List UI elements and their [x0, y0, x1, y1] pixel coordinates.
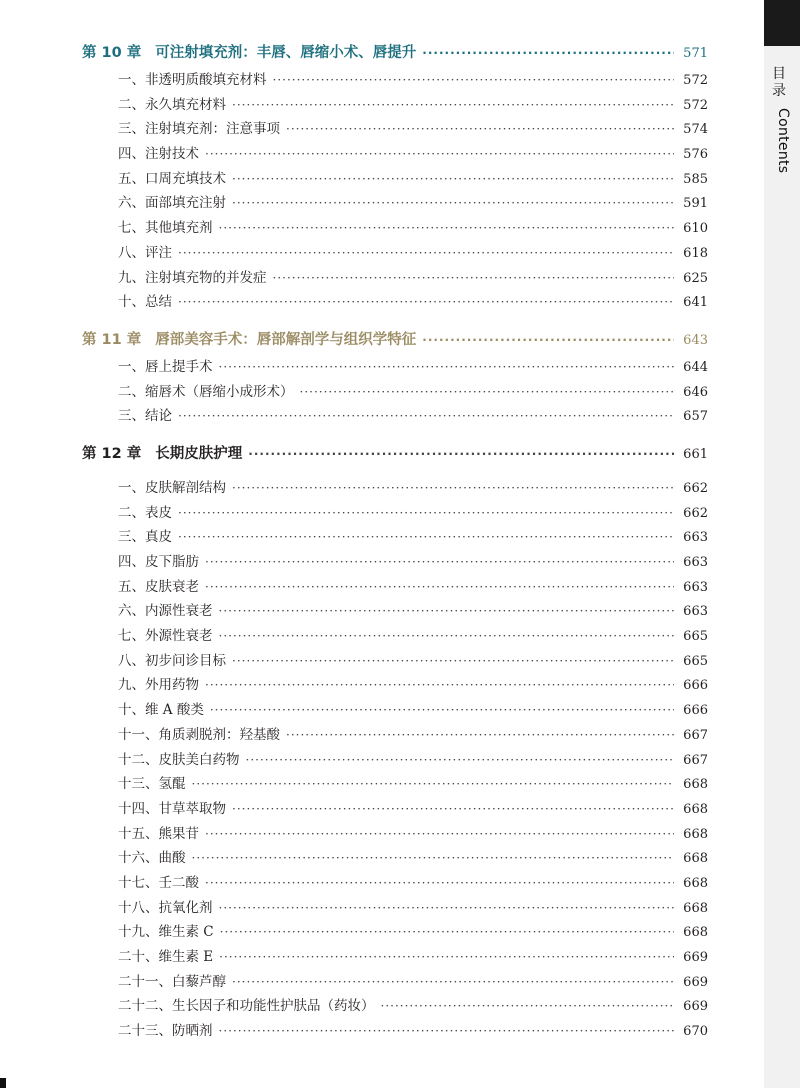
- entry-page: 668: [683, 777, 708, 793]
- entry-label: 十九、维生素 C: [118, 924, 214, 941]
- toc-entry[interactable]: [82, 167, 708, 192]
- dot-leader: [205, 575, 674, 600]
- chapter-12-heading[interactable]: [82, 439, 708, 469]
- entry-label: 五、口周充填技术: [118, 170, 226, 187]
- toc-entry[interactable]: [82, 649, 708, 674]
- toc-entry[interactable]: [82, 723, 708, 748]
- toc-entry[interactable]: [82, 970, 708, 995]
- entry-page: 667: [683, 752, 708, 768]
- dot-leader: [178, 525, 674, 550]
- entry-label: 二、永久填充材料: [118, 96, 226, 113]
- entry-page: 576: [683, 147, 708, 163]
- entry-page: 572: [683, 97, 708, 113]
- entry-label: 十四、甘草萃取物: [118, 800, 226, 817]
- entry-page: 657: [683, 409, 708, 425]
- toc-entry[interactable]: [82, 266, 708, 291]
- dot-leader: [273, 68, 675, 93]
- chapter-number: 第 10 章: [82, 45, 142, 61]
- dot-leader: [422, 325, 674, 355]
- chapter-page: 661: [683, 446, 708, 462]
- entry-label: 二、表皮: [118, 504, 172, 521]
- entry-page: 662: [683, 505, 708, 521]
- dot-leader: [178, 404, 674, 429]
- entry-label: 四、注射技术: [118, 146, 199, 163]
- entry-page: 668: [683, 851, 708, 867]
- dot-leader: [178, 241, 674, 266]
- toc-entry[interactable]: [82, 994, 708, 1019]
- entry-label: 三、结论: [118, 408, 172, 425]
- entry-label: 五、皮肤衰老: [118, 578, 199, 595]
- dot-leader: [232, 167, 674, 192]
- entry-label: 十七、壬二酸: [118, 874, 199, 891]
- entry-label: 二十三、防晒剂: [118, 1023, 213, 1040]
- chapter-page: 571: [683, 46, 708, 61]
- side-label: [772, 66, 794, 173]
- dot-leader: [219, 896, 675, 921]
- dot-leader: [219, 1019, 675, 1044]
- entry-label: 十三、氢醌: [118, 776, 186, 793]
- entry-label: 十、总结: [118, 294, 172, 311]
- toc-entry[interactable]: [82, 68, 708, 93]
- entry-page: 574: [683, 122, 708, 138]
- toc-entry[interactable]: [82, 748, 708, 773]
- entry-page: 663: [683, 579, 708, 595]
- chapter-title: 长期皮肤护理: [155, 445, 243, 462]
- dot-leader: [220, 920, 674, 945]
- entry-page: 668: [683, 900, 708, 916]
- toc-entry[interactable]: [82, 575, 708, 600]
- entry-label: 十二、皮肤美白药物: [118, 751, 240, 768]
- toc-entry[interactable]: [82, 380, 708, 405]
- dot-leader: [219, 355, 675, 380]
- toc-entry[interactable]: [82, 191, 708, 216]
- chapter-title: 唇部美容手术：唇部解剖学与组织学特征: [155, 331, 417, 348]
- toc-entry[interactable]: [82, 1019, 708, 1044]
- entry-label: 二十二、生长因子和功能性护肤品（药妆）: [118, 998, 375, 1015]
- dot-leader: [300, 380, 675, 405]
- toc-entry[interactable]: [82, 476, 708, 501]
- entry-page: 663: [683, 555, 708, 570]
- toc-entry[interactable]: [82, 550, 708, 575]
- entry-label: 八、初步问诊目标: [118, 652, 226, 669]
- toc-entry[interactable]: [82, 945, 708, 970]
- toc-entry[interactable]: [82, 896, 708, 921]
- dot-leader: [219, 599, 675, 624]
- entry-page: 667: [683, 727, 708, 743]
- entry-page: 646: [683, 384, 708, 400]
- entry-page: 665: [683, 629, 708, 645]
- chapter-10-heading[interactable]: [82, 38, 708, 68]
- toc-entry[interactable]: [82, 142, 708, 167]
- entry-page: 625: [683, 270, 708, 286]
- entry-label: 二、缩唇术（唇缩小成形术）: [118, 383, 294, 400]
- toc-entry[interactable]: [82, 797, 708, 822]
- dot-leader: [205, 871, 674, 896]
- dot-leader: [232, 970, 674, 995]
- entry-label: 六、面部填充注射: [118, 195, 226, 212]
- dot-leader: [248, 439, 674, 469]
- chapter-page: 643: [683, 332, 708, 348]
- dot-leader: [232, 476, 674, 501]
- toc-entry[interactable]: [82, 772, 708, 797]
- toc-entry[interactable]: [82, 698, 708, 723]
- entry-page: 585: [683, 171, 708, 187]
- chapter-11-heading[interactable]: [82, 325, 708, 355]
- side-strip: [764, 46, 800, 1088]
- entry-page: 644: [683, 359, 708, 375]
- entry-page: 668: [683, 801, 708, 817]
- dot-leader: [205, 673, 674, 698]
- toc-entry[interactable]: [82, 846, 708, 871]
- toc-entry[interactable]: [82, 117, 708, 142]
- dot-leader: [422, 38, 674, 68]
- entry-label: 六、内源性衰老: [118, 603, 213, 620]
- dot-leader: [192, 846, 675, 871]
- entry-label: 一、皮肤解剖结构: [118, 479, 226, 496]
- dot-leader: [232, 191, 674, 216]
- dot-leader: [205, 142, 674, 167]
- entry-label: 三、真皮: [118, 529, 172, 546]
- dot-leader: [286, 117, 674, 142]
- entry-page: 663: [683, 530, 708, 546]
- entry-page: 670: [683, 1024, 708, 1040]
- chapter-number: 第 12 章: [82, 445, 142, 462]
- entry-label: 十五、熊果苷: [118, 825, 199, 842]
- dot-leader: [178, 501, 674, 526]
- toc-entry[interactable]: [82, 93, 708, 118]
- toc-entry[interactable]: [82, 599, 708, 624]
- entry-page: 572: [683, 73, 708, 88]
- entry-page: 669: [683, 974, 708, 990]
- entry-page: 668: [683, 875, 708, 891]
- toc-entry[interactable]: [82, 355, 708, 380]
- dot-leader: [205, 822, 674, 847]
- toc-entry[interactable]: [82, 241, 708, 266]
- dot-leader: [219, 624, 675, 649]
- toc-entry[interactable]: [82, 920, 708, 945]
- toc-entry[interactable]: [82, 822, 708, 847]
- entry-label: 四、皮下脂肪: [118, 554, 199, 570]
- dot-leader: [178, 290, 674, 315]
- dot-leader: [381, 994, 675, 1019]
- entry-label: 八、评注: [118, 244, 172, 261]
- dot-leader: [219, 945, 674, 970]
- toc-entry[interactable]: [82, 404, 708, 429]
- entry-page: 666: [683, 703, 708, 719]
- entry-page: 669: [683, 999, 708, 1015]
- entry-page: 666: [683, 678, 708, 694]
- entry-label: 二十、维生素 E: [118, 949, 214, 965]
- dot-leader: [273, 266, 675, 291]
- dot-leader: [232, 797, 674, 822]
- toc-entry[interactable]: [82, 216, 708, 241]
- entry-page: 665: [683, 653, 708, 669]
- dot-leader: [205, 550, 674, 575]
- side-label-cn: 目 录: [772, 66, 786, 99]
- dot-leader: [219, 216, 675, 241]
- entry-label: 十六、曲酸: [118, 850, 186, 867]
- entry-label: 二十一、白藜芦醇: [118, 973, 226, 990]
- chapter-number: 第 11 章: [82, 331, 142, 348]
- corner-mark: [0, 1078, 6, 1088]
- dot-leader: [210, 698, 674, 723]
- dot-leader: [232, 649, 674, 674]
- entry-label: 九、外用药物: [118, 677, 199, 694]
- entry-page: 669: [683, 950, 708, 965]
- toc-entry[interactable]: [82, 290, 708, 315]
- entry-label: 九、注射填充物的并发症: [118, 269, 267, 286]
- entry-page: 662: [683, 480, 708, 496]
- section-tab: [764, 0, 800, 46]
- entry-page: 641: [683, 295, 708, 311]
- toc-entry[interactable]: [82, 501, 708, 526]
- entry-label: 十八、抗氧化剂: [118, 899, 213, 916]
- entry-page: 668: [683, 925, 708, 941]
- entry-label: 十、维 A 酸类: [118, 702, 204, 719]
- toc-entry[interactable]: [82, 673, 708, 698]
- dot-leader: [246, 748, 675, 773]
- entry-label: 一、非透明质酸填充材料: [118, 72, 267, 88]
- toc-entry[interactable]: [82, 525, 708, 550]
- entry-label: 七、其他填充剂: [118, 220, 213, 237]
- entry-label: 三、注射填充剂：注意事项: [118, 121, 280, 138]
- entry-label: 七、外源性衰老: [118, 628, 213, 645]
- entry-label: 十一、角质剥脱剂：羟基酸: [118, 726, 280, 743]
- dot-leader: [192, 772, 675, 797]
- dot-leader: [286, 723, 674, 748]
- entry-page: 591: [683, 196, 708, 212]
- dot-leader: [232, 93, 674, 118]
- entry-page: 663: [683, 604, 708, 620]
- entry-page: 610: [683, 221, 708, 237]
- toc-entry[interactable]: [82, 624, 708, 649]
- entry-page: 618: [683, 245, 708, 261]
- entry-label: 一、唇上提手术: [118, 358, 213, 375]
- toc-entry[interactable]: [82, 871, 708, 896]
- entry-page: 668: [683, 826, 708, 842]
- chapter-title: 可注射填充剂：丰唇、唇缩小术、唇提升: [155, 45, 417, 61]
- side-label-en: Contents: [775, 108, 791, 174]
- table-of-contents: [82, 38, 708, 1044]
